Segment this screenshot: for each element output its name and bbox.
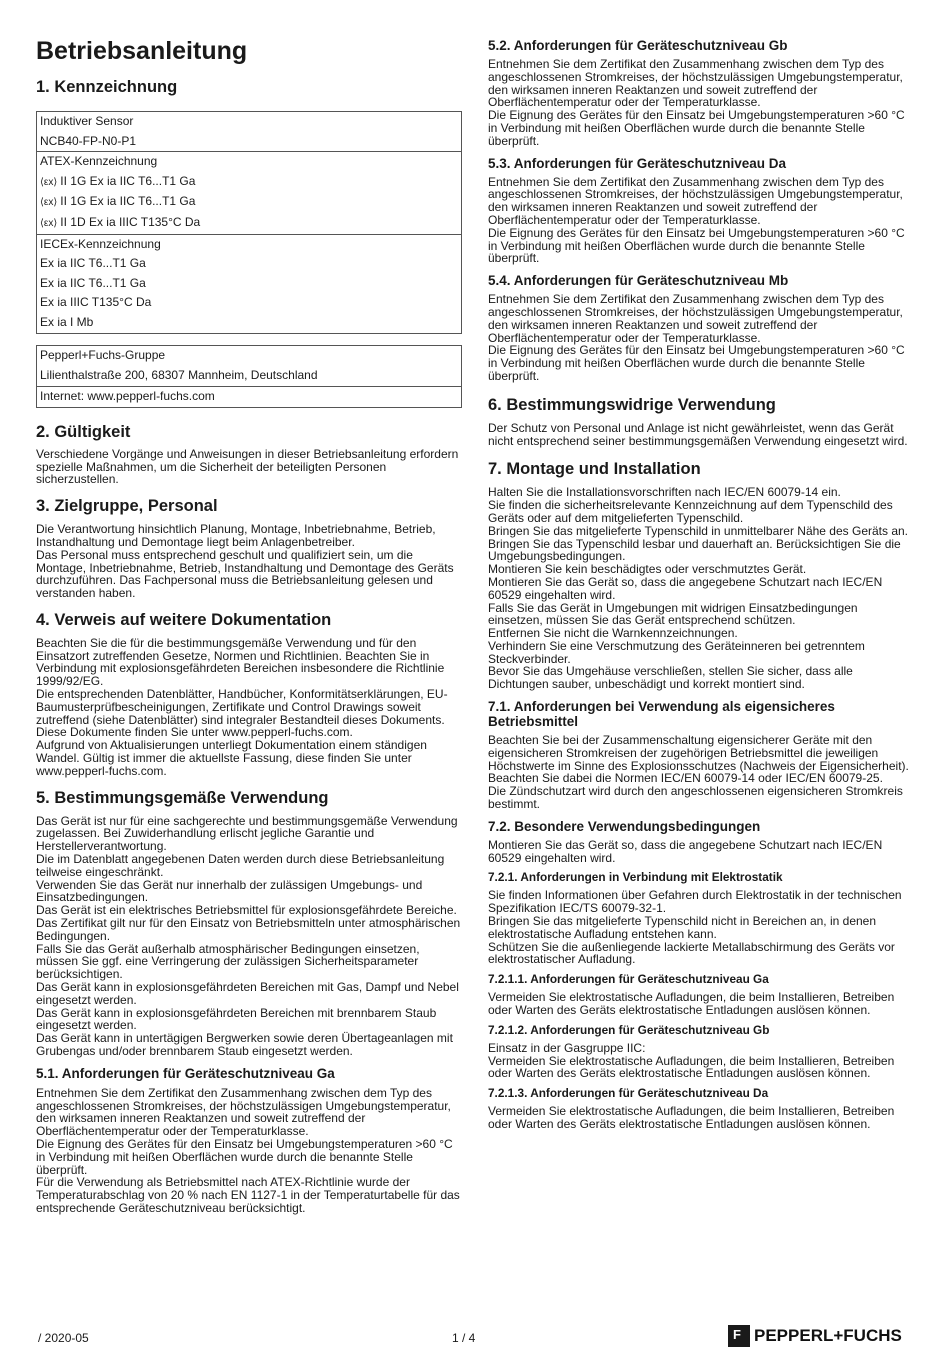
atex-title: ATEX-Kennzeichnung [40, 154, 158, 169]
footer-date: / 2020-05 [38, 1331, 89, 1345]
logo-text: PEPPERL+FUCHS [754, 1326, 902, 1345]
paragraph: Halten Sie die Installationsvorschriften nach IEC/EN 60079-14 ein. [488, 485, 841, 500]
s721-heading: 7.2.1. Anforderungen in Verbindung mit Elektrostatik [488, 870, 783, 885]
s7211-heading: 7.2.1.1. Anforderungen für Geräteschutzniveau Ga [488, 972, 769, 987]
paragraph: Einsatz in der Gasgruppe IIC: [488, 1040, 646, 1055]
s1-heading: 1. Kennzeichnung [36, 78, 178, 96]
s7213-body [488, 1105, 914, 1131]
iecex-marking-4: Ex ia I Mb [40, 314, 94, 329]
s3-heading: 3. Zielgruppe, Personal [36, 497, 218, 516]
paragraph: Die im Datenblatt angegebenen Daten werden durch diese Betriebsanleitung teilweise eingeschränkt. [36, 852, 445, 879]
s54-body [488, 293, 914, 383]
paragraph: Vermeiden Sie elektrostatische Aufladungen, die beim Installieren, Betreiben oder Warten des Geräts elektrostatische Entladungen auslösen können. [488, 990, 895, 1018]
right-column [488, 0, 914, 1131]
atex-marking-1: ⟨εx⟩ II 1G Ex ia IIC T6...T1 Ga [40, 173, 196, 188]
page-number: 1 / 4 [452, 1331, 476, 1345]
s721-body [488, 889, 914, 966]
s7-body [488, 486, 914, 691]
paragraph: Entnehmen Sie dem Zertifikat den Zusammenhang zwischen dem Typ des angeschlossenen Stromkreises, der höchstzulässigen Umgebungstemperatur, den wirksamen inneren Reaktanzen und soweit zutreffend der Oberflächentemperatur oder der Temperaturklasse. [488, 292, 903, 345]
iecex-group [37, 235, 461, 333]
s72-heading: 7.2. Besondere Verwendungsbedingungen [488, 818, 761, 834]
s3-body [36, 523, 462, 600]
ex-symbol-icon: ⟨εx⟩ [40, 217, 58, 229]
paragraph: Das Gerät ist nur für eine sachgerechte und bestimmungsgemäße Verwendung zugelassen. Bei Zuwiderhandlung erlischt jegliche Garantie und Herstellerverantwortung. [36, 813, 458, 854]
s52-body [488, 58, 914, 148]
paragraph: Schützen Sie die außenliegende lackierte Metallabschirmung des Geräts vor elektrostatischer Aufladung. [488, 939, 895, 967]
s52-heading: 5.2. Anforderungen für Geräteschutzniveau Gb [488, 38, 788, 53]
company-logo [728, 1325, 902, 1347]
paragraph: Der Schutz von Personal und Anlage ist nicht gewährleistet, wenn das Gerät nicht entsprechend seiner bestimmungsgemäßen Verwendung eingesetzt wird. [488, 420, 908, 448]
paragraph: Das Gerät ist ein elektrisches Betriebsmittel für explosionsgefährdete Bereiche. [36, 903, 457, 918]
paragraph: Die Eignung des Gerätes für den Einsatz bei Umgebungstemperaturen >60 °C in Verbindung mit heißen Oberflächen wurde durch die benannte Stelle überprüft. [488, 343, 905, 383]
atex-marking-3: ⟨εx⟩ II 1D Ex ia IIIC T135°C Da [40, 214, 201, 229]
company-internet: Internet: www.pepperl-fuchs.com [40, 389, 215, 404]
product-group [37, 112, 461, 152]
internet-group [37, 387, 461, 407]
product-type: Induktiver Sensor [40, 114, 134, 128]
s6-body [488, 422, 914, 448]
s4-body [36, 637, 462, 778]
s7212-heading: 7.2.1.2. Anforderungen für Geräteschutzniveau Gb [488, 1022, 770, 1037]
paragraph: Die Eignung des Gerätes für den Einsatz bei Umgebungstemperaturen >60 °C in Verbindung mit heißen Oberflächen wurde durch die benannte Stelle überprüft. [488, 108, 905, 148]
paragraph: Das Gerät kann in explosionsgefährdeten Bereichen mit Gas, Dampf und Nebel eingesetzt werden. [36, 980, 459, 1007]
s2-heading: 2. Gültigkeit [36, 422, 131, 441]
paragraph: Entnehmen Sie dem Zertifikat den Zusammenhang zwischen dem Typ des angeschlossenen Stromkreises, der höchstzulässigen Umgebungstemperatur, den wirksamen inneren Reaktanzen und soweit zutreffend der Oberflächentemperatur oder der Temperaturklasse. [488, 57, 903, 110]
company-table [36, 345, 462, 408]
paragraph: Die Verantwortung hinsichtlich Planung, Montage, Inbetriebnahme, Betrieb, Instandhaltung und Demontage liegt beim Anlagenbetreiber. [36, 522, 436, 549]
s2-body [36, 448, 462, 486]
s53-heading: 5.3. Anforderungen für Geräteschutzniveau Da [488, 155, 787, 171]
iecex-title: IECEx-Kennzeichnung [40, 236, 161, 251]
logo-mark-icon: F [728, 1325, 750, 1347]
paragraph: Das Personal muss entsprechend geschult und qualifiziert sein, um die Montage, Inbetriebnahme, Betrieb, Instandhaltung und Demontage des Geräts durchzuführen. Das Fachpersonal muss die Betriebsanleitung gelesen und verstanden haben. [36, 547, 454, 601]
paragraph: Bevor Sie das Umgehäuse verschließen, stellen Sie sicher, dass alle Dichtungen sauber, unbeschädigt und korrekt montiert sind. [488, 664, 853, 692]
page-title: Betriebsanleitung [36, 37, 248, 65]
paragraph: Bringen Sie das mitgelieferte Typenschild nicht in Bereichen an, in denen elektrostatische Aufladung entstehen kann. [488, 914, 877, 941]
s4-heading: 4. Verweis auf weitere Dokumentation [36, 610, 332, 629]
s7-heading: 7. Montage und Installation [488, 460, 701, 479]
paragraph: Falls Sie das Gerät in Umgebungen mit widrigen Einsatzbedingungen einsetzen, müssen Sie das Gerät entsprechend schützen. [488, 600, 858, 628]
paragraph: Das Gerät kann in explosionsgefährdeten Bereichen mit brennbarem Staub eingesetzt werden. [36, 1005, 437, 1033]
company-name: Pepperl+Fuchs-Gruppe [40, 347, 166, 362]
s7211-body [488, 991, 914, 1017]
paragraph: Beachten Sie die für die bestimmungsgemäße Verwendung und für den Einsatzort zutreffenden Gesetze, Normen und Richtlinien. Beachten Sie in Verbindung mit explosionsgefährdeten Bereichen insbesondere die Richtlinie 1999/92/EG. [36, 635, 445, 689]
company-address: Lilienthalstraße 200, 68307 Mannheim, Deutschland [40, 368, 318, 383]
s53-body [488, 176, 914, 266]
paragraph: Die Eignung des Gerätes für den Einsatz bei Umgebungstemperaturen >60 °C in Verbindung mit heißen Oberflächen wurde durch die benannte Stelle überprüft. [36, 1136, 453, 1177]
paragraph: Entfernen Sie nicht die Warnkennzeichnungen. [488, 626, 738, 641]
paragraph: Beachten Sie bei der Zusammenschaltung eigensicherer Geräte mit den eigensicheren Stromkreisen der zugehörigen Betriebsmittel die jeweiligen Höchstwerte im Sinne des Explosionsschutzes (Nachweis der Eigensicherheit). Beachten Sie dabei die Normen IEC/EN 60079-14 oder IEC/EN 60079-25. [488, 733, 909, 786]
paragraph: Sie finden die sicherheitsrelevante Kennzeichnung auf dem Typenschild des Geräts oder auf dem mitgelieferten Typenschild. [488, 498, 893, 525]
s54-heading: 5.4. Anforderungen für Geräteschutzniveau Mb [488, 273, 789, 289]
s71-heading: 7.1. Anforderungen bei Verwendung als eigensicheres Betriebsmittel [488, 699, 835, 730]
s71-body [488, 734, 914, 811]
iecex-marking-1: Ex ia IIC T6...T1 Ga [40, 256, 146, 271]
paragraph: Die entsprechenden Datenblätter, Handbücher, Konformitätserklärungen, EU-Baumusterprüfbescheinigungen, Zertifikate und Control Drawings soweit zutreffend (siehe Datenblätter) sind integraler Bestandteil dieses Dokuments. Diese Dokumente finden Sie unter www.pepperl-fuchs.com. [36, 687, 448, 740]
paragraph: Verwenden Sie das Gerät nur innerhalb der zulässigen Umgebungs- und Einsatzbedingungen. [36, 877, 423, 905]
paragraph: Verschiedene Vorgänge und Anweisungen in dieser Betriebsanleitung erfordern spezielle Maßnahmen, um die Sicherheit der beteiligten Personen sicherzustellen. [36, 446, 459, 487]
product-model: NCB40-FP-N0-P1 [40, 133, 137, 148]
iecex-marking-2: Ex ia IIC T6...T1 Ga [40, 275, 146, 290]
atex-group [37, 152, 461, 234]
paragraph: Das Zertifikat gilt nur für den Einsatz von Betriebsmitteln unter atmosphärischen Bedingungen. [36, 916, 461, 943]
s51-body [36, 1087, 462, 1215]
paragraph: Bringen Sie das mitgelieferte Typenschild in unmittelbarer Nähe des Geräts an. Bringen Sie das Typenschild lesbar und dauerhaft an. Berücksichtigen Sie die Umgebungsbedingungen. [488, 523, 909, 564]
s6-heading: 6. Bestimmungswidrige Verwendung [488, 395, 776, 414]
paragraph: Verhindern Sie eine Verschmutzung des Geräteinneren bei getrenntem Steckverbinder. [488, 638, 865, 666]
s7212-body [488, 1042, 914, 1080]
s7213-heading: 7.2.1.3. Anforderungen für Geräteschutzniveau Da [488, 1086, 769, 1101]
s5-heading: 5. Bestimmungsgemäße Verwendung [36, 788, 329, 807]
paragraph: Entnehmen Sie dem Zertifikat den Zusammenhang zwischen dem Typ des angeschlossenen Stromkreises, der höchstzulässigen Umgebungstemperatur, den wirksamen inneren Reaktanzen und soweit zutreffend der Oberflächentemperatur oder der Temperaturklasse. [36, 1085, 451, 1139]
ex-symbol-icon: ⟨εx⟩ [40, 197, 58, 209]
iecex-marking-3: Ex ia IIIC T135°C Da [40, 295, 152, 310]
paragraph: Montieren Sie das Gerät so, dass die angegebene Schutzart nach IEC/EN 60529 eingehalten wird. [488, 574, 883, 602]
paragraph: Vermeiden Sie elektrostatische Aufladungen, die beim Installieren, Betreiben oder Warten des Geräts elektrostatische Entladungen auslösen können. [488, 1053, 895, 1081]
paragraph: Sie finden Informationen über Gefahren durch Elektrostatik in der technischen Spezifikation IEC/TS 60079-32-1. [488, 888, 902, 916]
s72-body [488, 839, 914, 865]
paragraph: Für die Verwendung als Betriebsmittel nach ATEX-Richtlinie wurde der Temperaturabschlag von 20 % nach EN 1127-1 in der Temperaturtabelle für das entsprechende Geräteschutzniveau berücksichtigt. [36, 1175, 460, 1215]
paragraph: Vermeiden Sie elektrostatische Aufladungen, die beim Installieren, Betreiben oder Warten des Geräts elektrostatische Entladungen auslösen können. [488, 1104, 895, 1132]
paragraph: Das Gerät kann in untertägigen Bergwerken sowie deren Übertageanlagen mit Grubengas und/oder brennbarem Staub eingesetzt werden. [36, 1031, 453, 1058]
paragraph: Entnehmen Sie dem Zertifikat den Zusammenhang zwischen dem Typ des angeschlossenen Stromkreises, der höchstzulässigen Umgebungstemperatur, den wirksamen inneren Reaktanzen und soweit zutreffend der Oberflächentemperatur oder der Temperaturklasse. [488, 174, 903, 227]
paragraph: Die Zündschutzart wird durch den angeschlossenen eigensicheren Stromkreis bestimmt. [488, 784, 903, 812]
ex-symbol-icon: ⟨εx⟩ [40, 176, 58, 188]
paragraph: Montieren Sie das Gerät so, dass die angegebene Schutzart nach IEC/EN 60529 eingehalten wird. [488, 837, 883, 865]
paragraph: Die Eignung des Gerätes für den Einsatz bei Umgebungstemperaturen >60 °C in Verbindung mit heißen Oberflächen wurde durch die benannte Stelle überprüft. [488, 225, 905, 266]
paragraph: Falls Sie das Gerät außerhalb atmosphärischer Bedingungen einsetzen, müssen Sie ggf. eine Verringerung der zulässigen Sicherheitsparameter berücksichtigen. [36, 941, 420, 982]
paragraph: Montieren Sie kein beschädigtes oder verschmutztes Gerät. [488, 562, 807, 577]
left-column [36, 0, 462, 1215]
atex-marking-2: ⟨εx⟩ II 1G Ex ia IIC T6...T1 Ga [40, 194, 196, 209]
paragraph: Aufgrund von Aktualisierungen unterliegt Dokumentation einem ständigen Wandel. Gültig ist immer die aktuellste Fassung, diese finden Sie unter www.pepperl-fuchs.com. [36, 738, 427, 778]
s51-heading: 5.1. Anforderungen für Geräteschutzniveau Ga [36, 1065, 335, 1081]
s5-body [36, 815, 462, 1058]
company-group [37, 346, 461, 388]
marking-table [36, 111, 462, 334]
